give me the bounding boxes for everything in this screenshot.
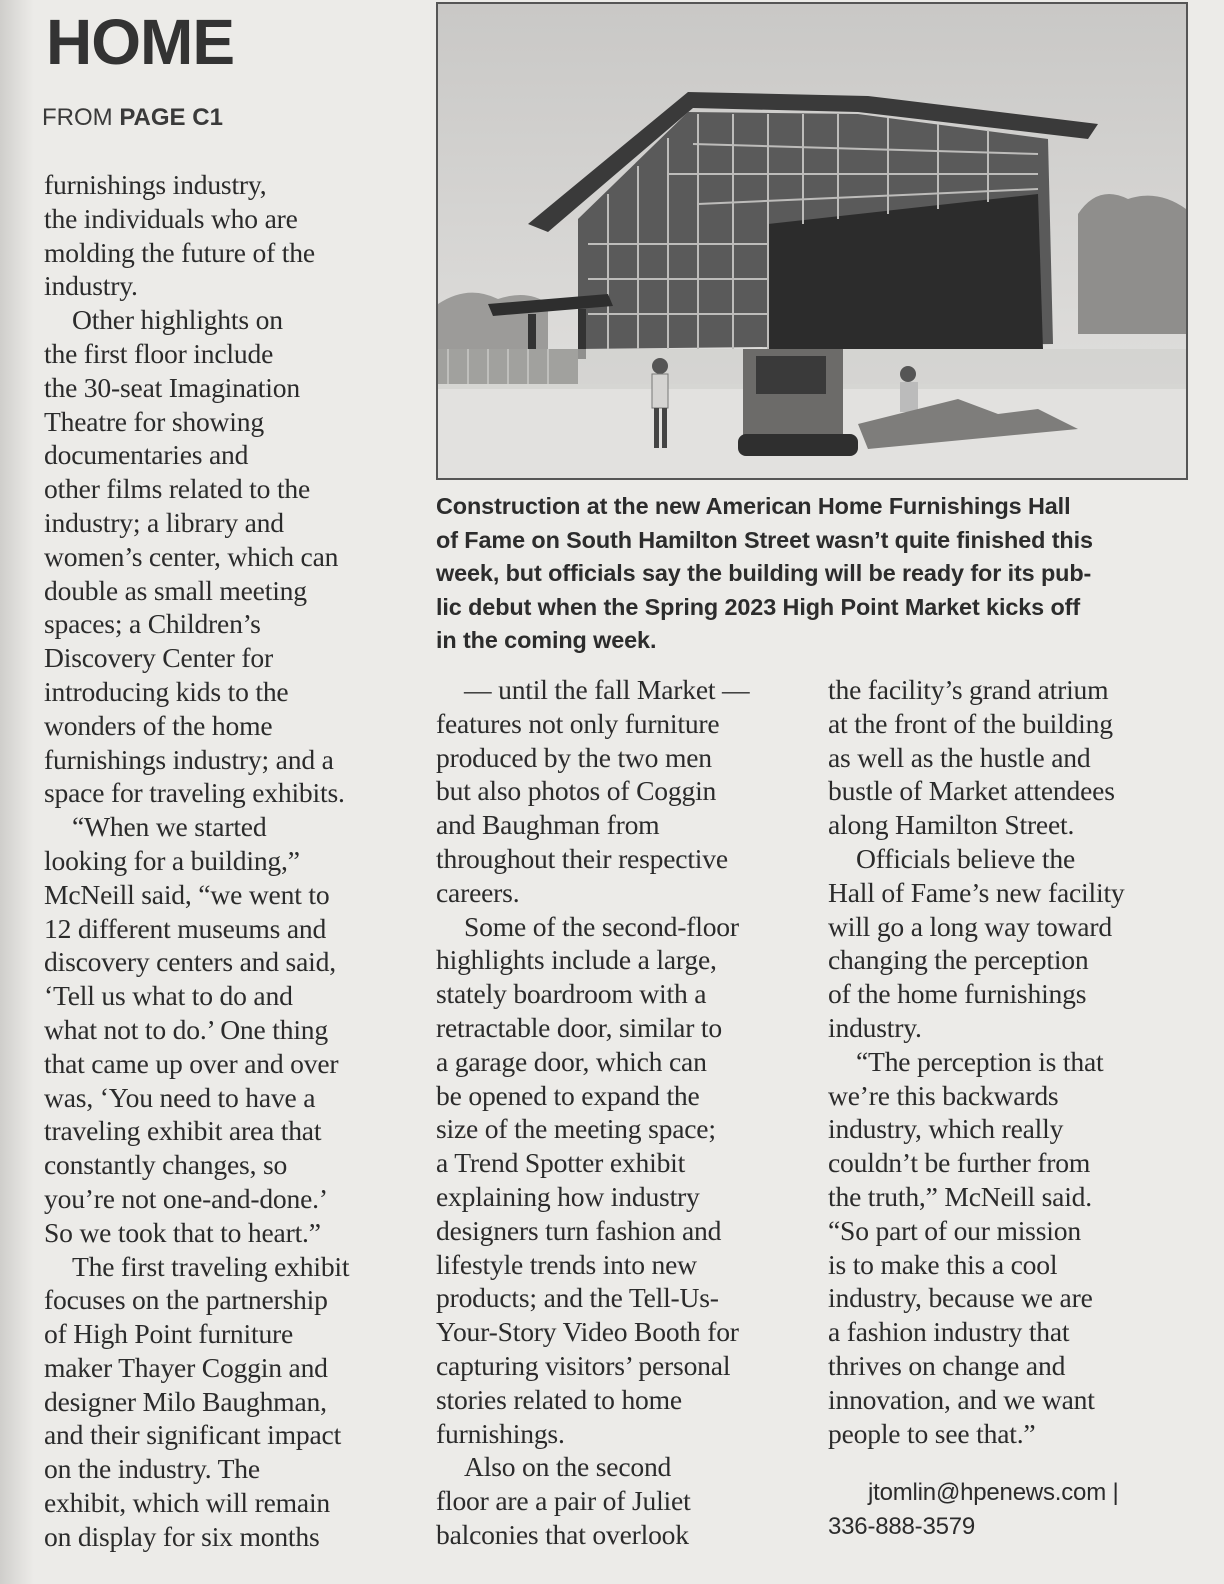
article-line: furnishings industry; and a	[44, 743, 334, 775]
article-column-2	[436, 673, 808, 1552]
article-line: highlights include a large,	[436, 944, 717, 976]
article-line: the facility’s grand atrium	[828, 674, 1109, 705]
article-line: stately boardroom with a	[436, 978, 707, 1010]
article-line: lifestyle trends into new	[436, 1248, 697, 1280]
article-line: the 30-seat Imagination	[44, 371, 300, 403]
scan-edge-shadow	[0, 0, 34, 1584]
article-line: discovery centers and said,	[44, 946, 336, 978]
article-line: innovation, and we want	[828, 1383, 1095, 1415]
article-line: was, ‘You need to have a	[44, 1081, 316, 1113]
caption-line: of Fame on South Hamilton Street wasn’t quite finished this	[436, 526, 1093, 553]
article-line: couldn’t be further from	[828, 1147, 1091, 1179]
article-line: floor are a pair of Juliet	[436, 1485, 691, 1517]
reporter-phone: 336-888-3579	[828, 1513, 976, 1541]
article-line: women’s center, which can	[44, 540, 339, 572]
caption-line: Construction at the new American Home Furnishings Hall	[436, 493, 1071, 519]
article-line: Discovery Center for	[44, 642, 273, 674]
article-line: products; and the Tell-Us-	[436, 1282, 719, 1314]
article-line: designer Milo Baughman,	[44, 1385, 327, 1417]
article-line: you’re not one-and-done.’	[44, 1182, 328, 1214]
article-line: on display for six months	[44, 1520, 320, 1552]
article-line: other films related to the	[44, 473, 311, 505]
caption-line: week, but officials say the building will be ready for its pub-	[436, 560, 1092, 586]
article-line: of High Point furniture	[44, 1318, 294, 1350]
article-line: the individuals who are	[44, 202, 298, 234]
article-line: traveling exhibit area that	[44, 1115, 322, 1147]
article-line: people to see that.”	[828, 1417, 1036, 1449]
article-line: furnishings industry,	[44, 169, 267, 200]
article-line: constantly changes, so	[44, 1149, 288, 1181]
article-line: Other highlights on	[72, 304, 283, 336]
article-line: size of the meeting space;	[436, 1113, 716, 1145]
article-line: Some of the second-floor	[464, 910, 739, 942]
article-line: retractable door, similar to	[436, 1011, 722, 1043]
article-line: and their significant impact	[44, 1419, 342, 1451]
article-line: industry, because we are	[828, 1282, 1093, 1314]
article-line: explaining how industry	[436, 1180, 700, 1212]
article-line: is to make this a cool	[828, 1248, 1058, 1280]
article-line: throughout their respective	[436, 842, 728, 874]
article-line: will go a long way toward	[828, 910, 1112, 942]
article-line: we’re this backwards	[828, 1079, 1059, 1111]
article-line: McNeill said, “we went to	[44, 878, 330, 910]
building-photo	[436, 2, 1188, 480]
article-line: focuses on the partnership	[44, 1284, 328, 1316]
article-line: industry.	[828, 1011, 922, 1043]
caption-line: lic debut when the Spring 2023 High Point Market kicks off	[436, 593, 1081, 620]
article-line: what not to do.’ One thing	[44, 1013, 328, 1045]
article-line: Your-Story Video Booth for	[436, 1316, 739, 1348]
article-line: So we took that to heart.”	[44, 1216, 321, 1248]
reporter-email: jtomlin@hpenews.com |	[868, 1479, 1119, 1507]
jump-line	[42, 100, 223, 136]
article-line: industry; a library and	[44, 506, 284, 538]
article-line: spaces; a Children’s	[44, 608, 261, 640]
article-line: The first traveling exhibit	[72, 1250, 350, 1282]
construction-photo-illustration	[438, 4, 1186, 478]
article-line: the first floor include	[44, 337, 274, 369]
article-line: designers turn fashion and	[436, 1214, 722, 1246]
article-line: stories related to home	[436, 1383, 682, 1415]
article-line: the truth,” McNeill said.	[828, 1180, 1092, 1212]
article-line: along Hamilton Street.	[828, 809, 1075, 841]
article-line: at the front of the building	[828, 707, 1113, 739]
article-line: wonders of the home	[44, 709, 273, 741]
article-line: “The perception is that	[856, 1045, 1104, 1077]
article-line: features not only furniture	[436, 707, 720, 739]
article-line: “So part of our mission	[828, 1214, 1081, 1246]
article-line: on the industry. The	[44, 1453, 260, 1485]
article-line: double as small meeting	[44, 574, 307, 606]
article-line: be opened to expand the	[436, 1079, 700, 1111]
article-line: Hall of Fame’s new facility	[828, 876, 1125, 908]
article-line: produced by the two men	[436, 741, 712, 773]
article-line: maker Thayer Coggin and	[44, 1351, 328, 1383]
photo-caption	[436, 490, 1196, 658]
article-column-1	[44, 168, 414, 1554]
article-line: introducing kids to the	[44, 675, 289, 707]
article-line: thrives on change and	[828, 1349, 1066, 1381]
article-line: a garage door, which can	[436, 1045, 707, 1077]
article-line: of the home furnishings	[828, 978, 1087, 1010]
article-line: as well as the hustle and	[828, 741, 1091, 773]
article-line: exhibit, which will remain	[44, 1487, 331, 1519]
headline: HOME	[46, 6, 234, 78]
article-line: bustle of Market attendees	[828, 775, 1115, 807]
article-line: balconies that overlook	[436, 1518, 689, 1550]
article-line: industry.	[44, 270, 138, 302]
article-line: changing the perception	[828, 944, 1089, 976]
article-line: industry, which really	[828, 1113, 1064, 1145]
article-line: Also on the second	[464, 1451, 672, 1483]
article-line: molding the future of the	[44, 236, 315, 268]
article-line: looking for a building,”	[44, 844, 300, 876]
article-line: Theatre for showing	[44, 405, 264, 437]
column-3-text	[828, 673, 1198, 1450]
article-line: space for traveling exhibits.	[44, 777, 345, 809]
article-line: careers.	[436, 876, 520, 908]
article-column-3	[828, 673, 1198, 1544]
jump-prefix: FROM	[42, 104, 113, 131]
article-line: a Trend Spotter exhibit	[436, 1147, 686, 1179]
article-line: “When we started	[72, 811, 267, 843]
spacer	[828, 1450, 1198, 1476]
article-line: and Baughman from	[436, 809, 660, 841]
article-line: ‘Tell us what to do and	[44, 980, 293, 1012]
article-line: furnishings.	[436, 1417, 565, 1449]
article-line: 12 different museums and	[44, 912, 327, 944]
article-line: but also photos of Coggin	[436, 775, 717, 807]
article-line: documentaries and	[44, 439, 249, 471]
caption-line: in the coming week.	[436, 627, 657, 653]
article-line: Officials believe the	[856, 842, 1076, 874]
article-line: a fashion industry that	[828, 1316, 1070, 1348]
article-line: capturing visitors’ personal	[436, 1349, 731, 1381]
article-line: that came up over and over	[44, 1047, 339, 1079]
jump-page: PAGE C1	[119, 104, 223, 131]
article-line: — until the fall Market —	[464, 674, 750, 705]
